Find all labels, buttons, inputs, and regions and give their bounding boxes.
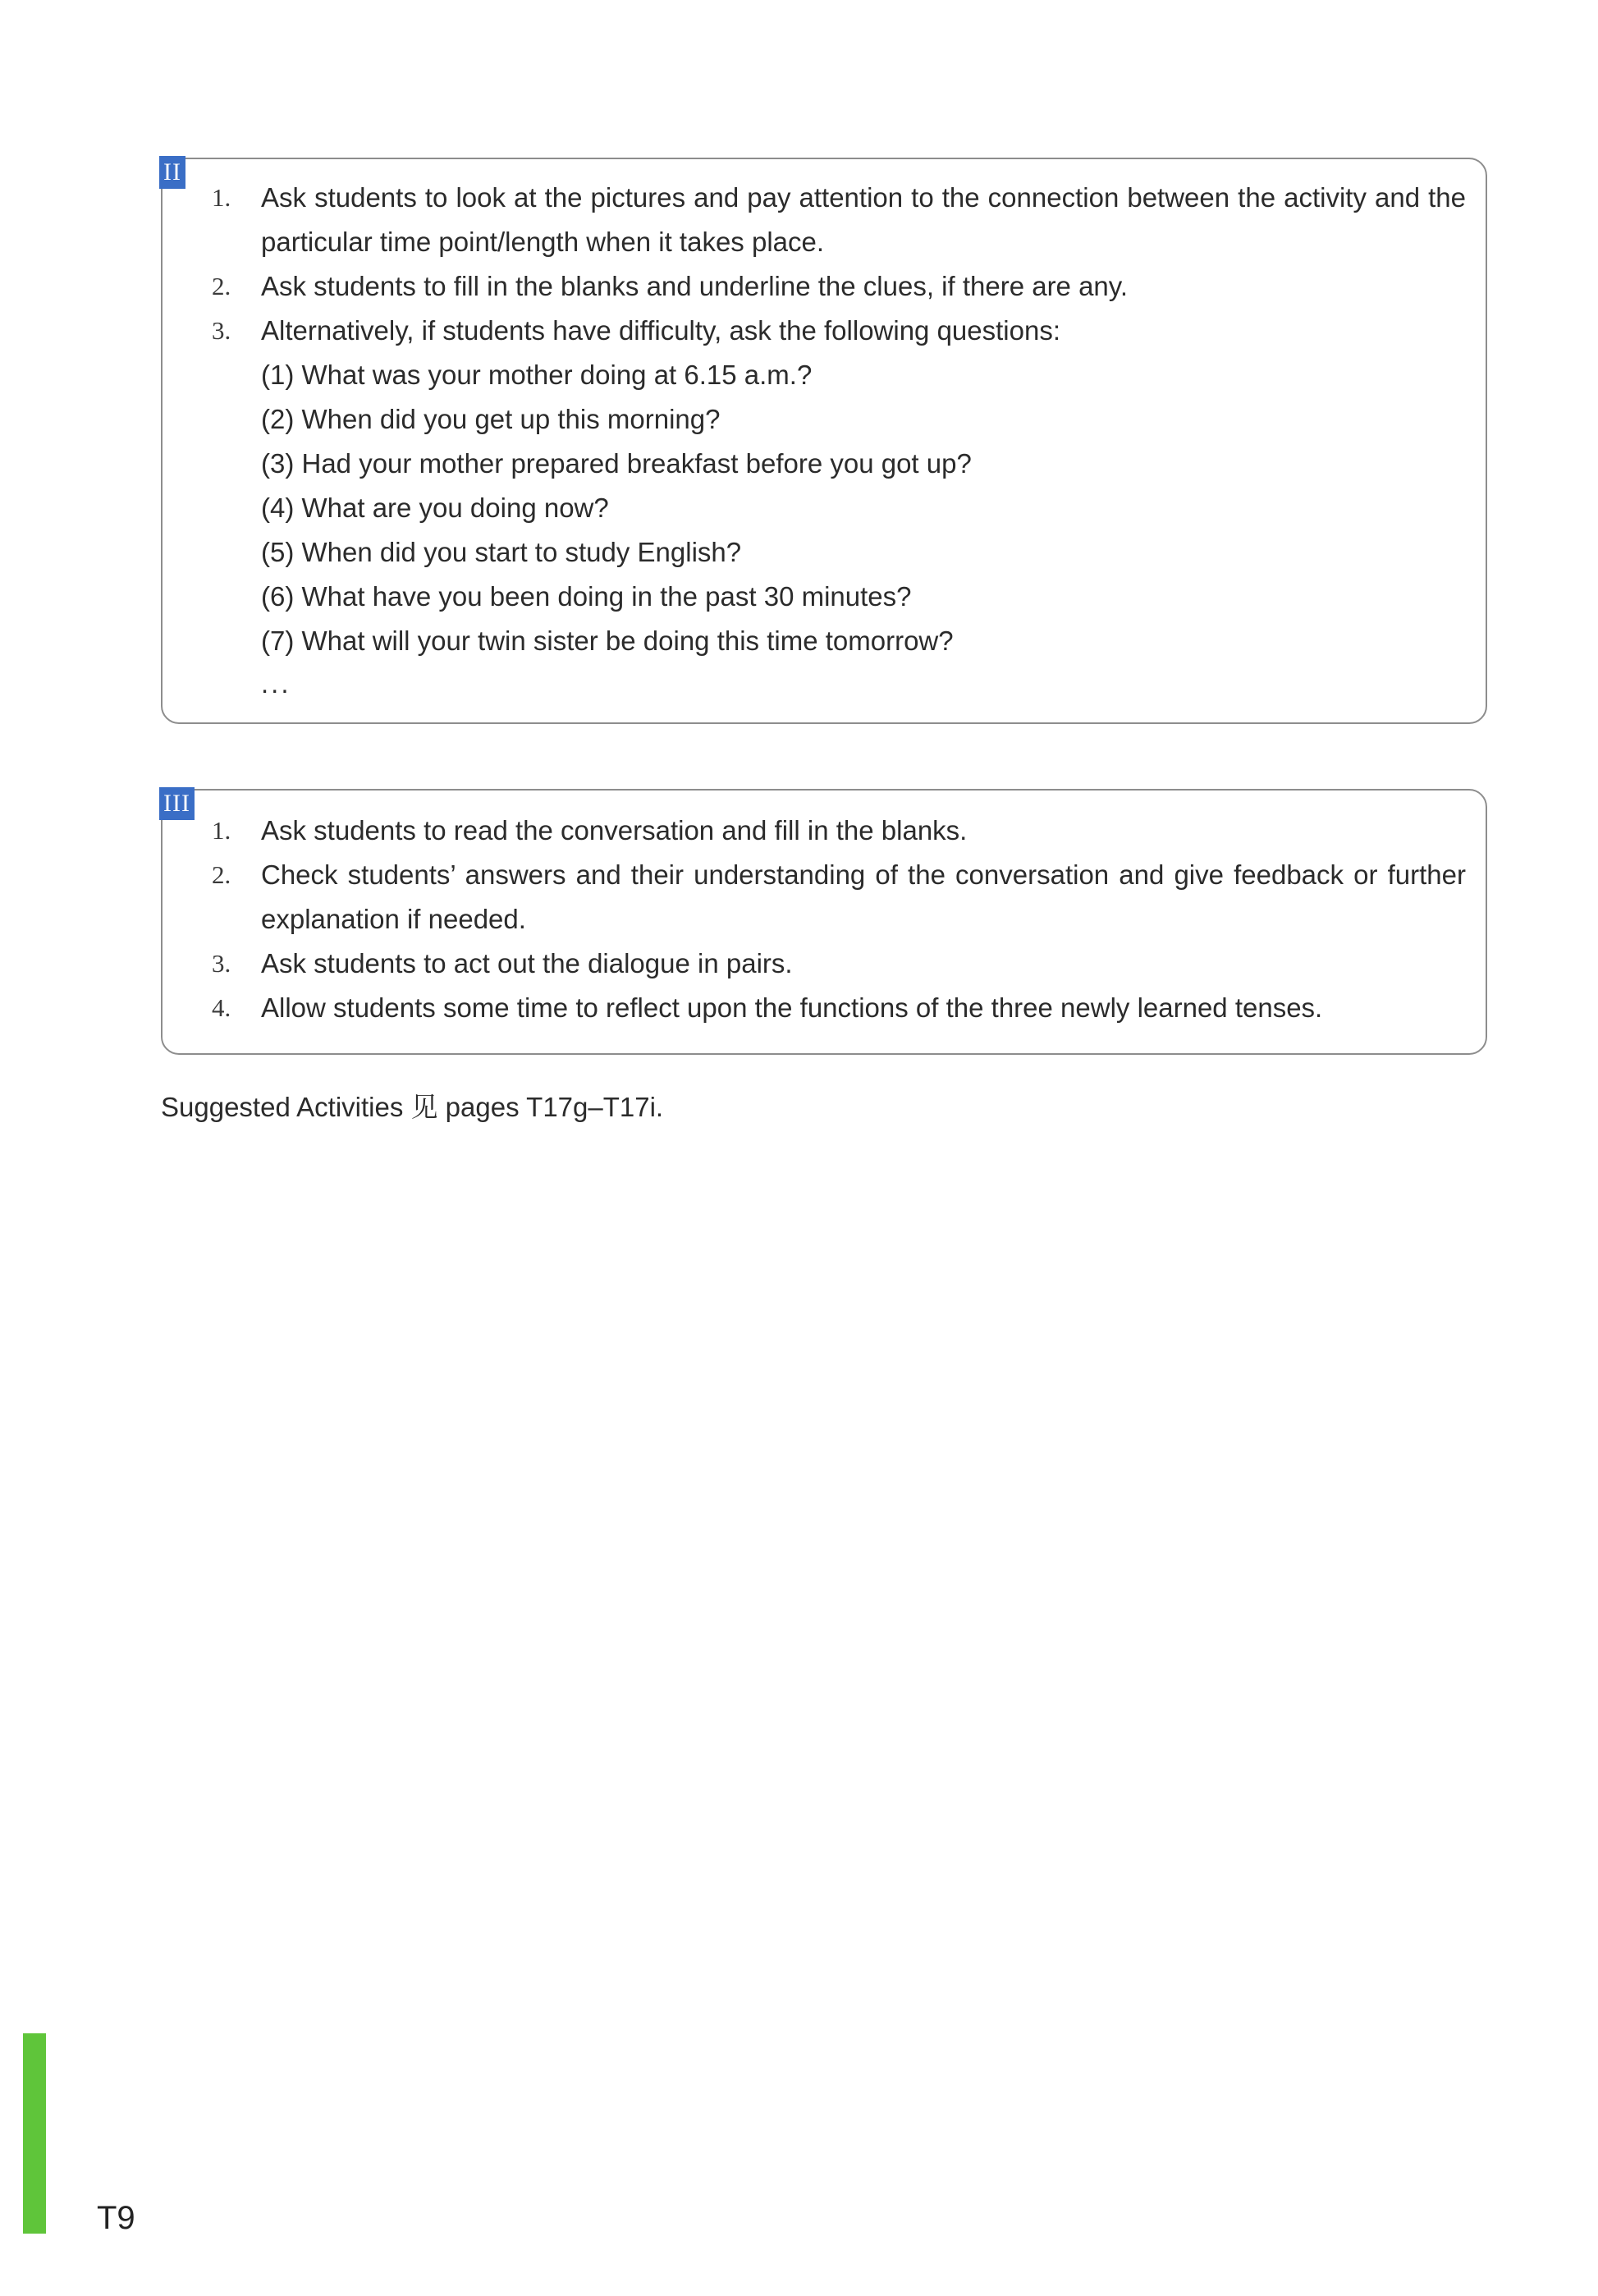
step-item: [212, 986, 1466, 1030]
question-item: (4) What are you doing now?: [261, 493, 609, 523]
step-text: Ask students to fill in the blanks and underline the clues, if there are any.: [261, 271, 1128, 301]
question-item: (6) What have you been doing in the past 30 minutes?: [261, 581, 912, 612]
question-item: (2) When did you get up this morning?: [261, 404, 721, 434]
step-text: Alternatively, if students have difficulty, ask the following questions:: [261, 315, 1061, 346]
step-item: [212, 176, 1466, 264]
question-item: (5) When did you start to study English?: [261, 537, 742, 567]
section-ii-badge: II: [159, 156, 185, 189]
section-ii-steps: [212, 176, 1466, 704]
step-number: 1.: [212, 816, 231, 845]
section-iii-steps: [212, 809, 1466, 1030]
suggested-activities-note: Suggested Activities 见 pages T17g–T17i.: [161, 1092, 664, 1122]
step-item: [212, 809, 1466, 853]
step-item: [212, 264, 1466, 309]
step-number: 3.: [212, 949, 231, 978]
section-ii-box: [161, 158, 1487, 724]
page-number: T9: [97, 2200, 135, 2236]
step-item: [212, 942, 1466, 986]
section-iii-badge: III: [159, 787, 195, 820]
step-text: Check students’ answers and their understanding of the conversation and give feedback or further explanation if needed.: [261, 859, 1466, 934]
step-number: 2.: [212, 860, 231, 889]
section-iii-box: [161, 789, 1487, 1055]
question-item: (3) Had your mother prepared breakfast before you got up?: [261, 448, 972, 479]
step-item: [212, 309, 1466, 353]
question-item: (1) What was your mother doing at 6.15 a.m.?: [261, 360, 813, 390]
question-item: (7) What will your twin sister be doing this time tomorrow?: [261, 626, 954, 656]
step-number: 4.: [212, 993, 231, 1022]
step-number: 2.: [212, 272, 231, 300]
step-text: Allow students some time to reflect upon the functions of the three newly learned tenses.: [261, 992, 1323, 1023]
step-text: Ask students to act out the dialogue in pairs.: [261, 948, 793, 978]
page-marker-bar: [23, 2033, 46, 2234]
step-text: Ask students to look at the pictures and pay attention to the connection between the activity and the particular time point/length when it takes place.: [261, 182, 1466, 257]
step-text: Ask students to read the conversation and fill in the blanks.: [261, 815, 968, 846]
question-ellipsis: ...: [261, 668, 291, 699]
step-item: [212, 853, 1466, 942]
question-list-wrapper: [212, 353, 1466, 704]
question-list: [212, 353, 1466, 663]
step-number: 3.: [212, 316, 231, 345]
step-number: 1.: [212, 183, 231, 212]
